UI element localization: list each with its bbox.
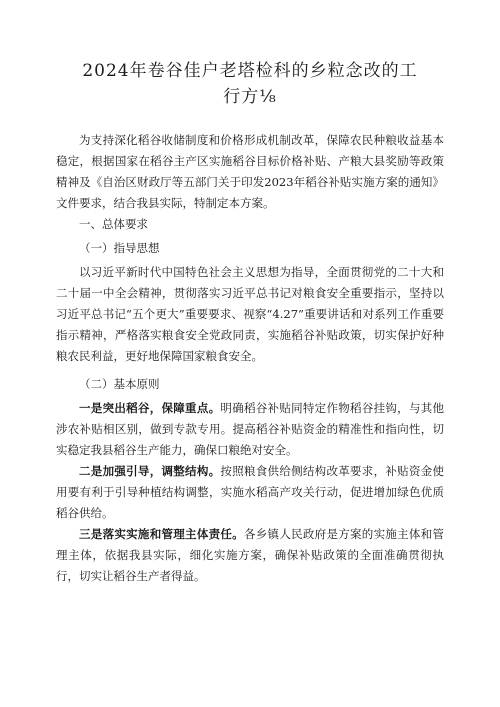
principle-lead-2: 二是加强引导，调整结构。 [79, 464, 221, 478]
document-title: 2024年卷谷佳户老塔检科的乡粒念改的工行方⅛ [82, 61, 418, 107]
section-heading-general-requirements: 一、总体要求 [79, 217, 148, 231]
subsection-heading-basic-principles: （二）基本原则 [79, 377, 160, 391]
document-body [56, 130, 444, 587]
principle-text-3: 各乡镇人民政府是方案的实施主体和管理主体，依据我县实际，细化实施方案，确保补贴政策的全面准确贯彻执行，切实让稻谷生产者得益。 [56, 527, 445, 583]
principle-paragraph-2 [56, 461, 444, 524]
subsection-heading-guiding-ideology: （一）指导思想 [79, 241, 160, 255]
principle-lead-3: 三是落实实施和管理主体责任。 [79, 527, 244, 541]
intro-paragraph: 为支持深化稻谷收储制度和价格形成机制改革，保障农民种粮收益基本稳定，根据国家在稻谷主产区实施稻谷目标价格补贴、产粮大县奖励等政策精神及《自治区财政厅等五部门关于印发2023年稻谷补贴实施方案的通知》文件要求，结合我县实际，特制定本方案。 [56, 133, 444, 210]
principle-lead-1: 一是突出稻谷，保障重点。 [79, 401, 221, 415]
principle-text-1: 明确稻谷补贴同特定作物稻谷挂钩，与其他涉农补贴相区别，做到专款专用。提高稻谷补贴资金的精准性和指向性，切实稳定我县稻谷生产能力，确保口粮绝对安全。 [56, 401, 445, 457]
guiding-ideology-paragraph: 以习近平新时代中国特色社会主义思想为指导，全面贯彻党的二十大和二十届一中全会精神，贯彻落实习近平总书记对粮食安全重要指示，坚持以习近平总书记“五个更大”重要要求、视察“4.27”重要讲话和对系列工作重要指示精神，严格落实粮食安全党政同责，实施稻谷补贴政策，切实保护好种粮农民利益，更好地保障国家粮食安全。 [56, 265, 444, 363]
principle-text-2: 按照粮食供给侧结构改革要求，补贴资金使用要有利于引导种植结构调整，实施水稻高产攻关行动，促进增加绿色优质稻谷供给。 [56, 464, 445, 520]
principle-paragraph-1 [56, 398, 444, 461]
principle-paragraph-3 [56, 524, 444, 587]
